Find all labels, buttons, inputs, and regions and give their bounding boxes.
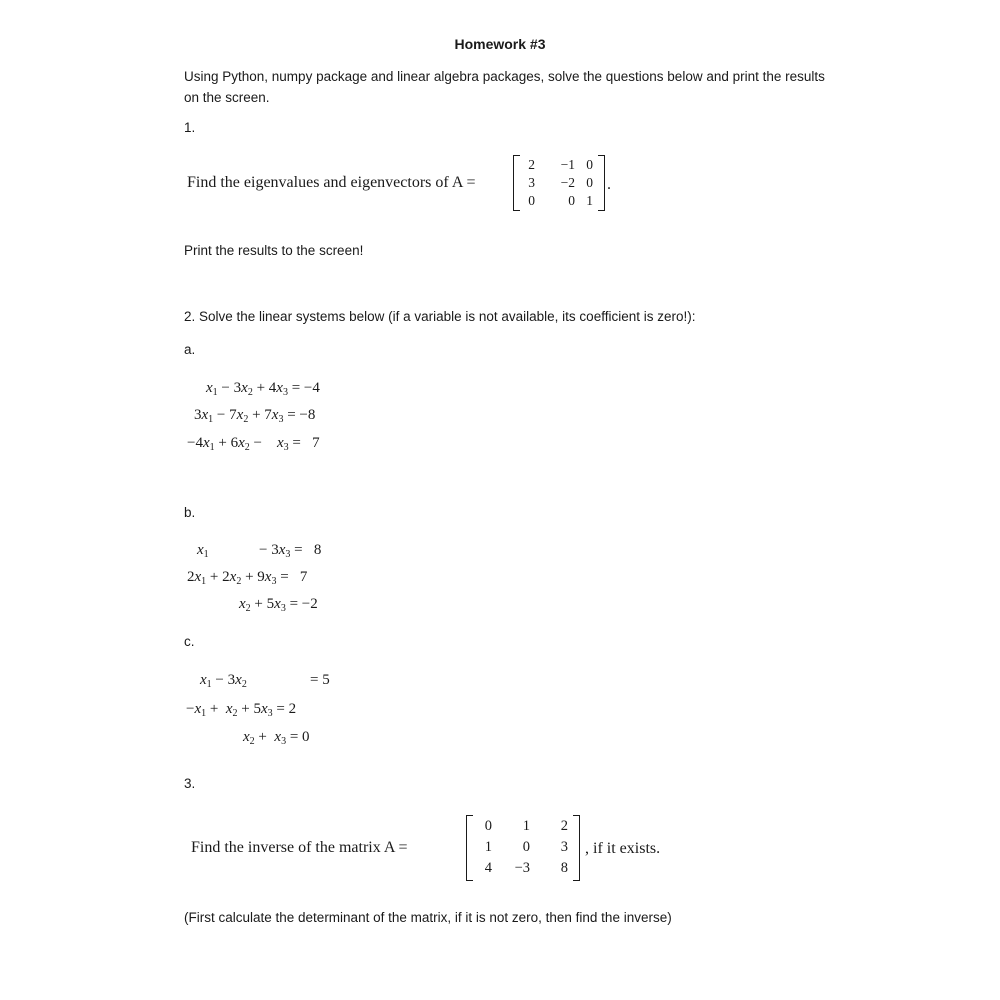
q2b-label: b.	[184, 505, 196, 520]
q1-matrix-cell-2-2: 1	[586, 193, 593, 208]
q2a-eq-3: $-4x_1 + 6x_2$ − $x_3 = 7$	[187, 435, 320, 453]
q3-matrix-cell-0-2: 2	[560, 818, 568, 834]
q1-matrix-cell-0-1: −1	[560, 157, 575, 172]
q2b-eq-1: $x_1$	[197, 542, 209, 560]
q3-matrix-cell-2-2: 8	[560, 860, 568, 876]
q3-matrix-cell-0-0: 0	[484, 818, 492, 834]
q3-note: (First calculate the determinant of the matrix, if it is not zero, then find the inverse)	[184, 910, 672, 925]
q2c-eq-1-rhs: = 5	[310, 672, 330, 688]
q2b-eq-2: $2x_1 + 2x_2 + 9x_3 = 7$	[187, 569, 308, 587]
q2b-eq-1-rhs: − $3x_3 = 8$	[259, 542, 322, 560]
page-title: Homework #3	[454, 36, 546, 52]
q1-matrix-cell-2-0: 0	[528, 193, 535, 208]
q1-period: .	[607, 176, 611, 193]
q2a-eq-2: $3x_1 - 7x_2 + 7x_3 = -8$	[194, 407, 316, 425]
q3-matrix-cell-1-0: 1	[484, 839, 492, 855]
q2-heading: 2. Solve the linear systems below (if a variable is not available, its coefficient is zero!):	[184, 309, 696, 324]
q3-number: 3.	[184, 776, 196, 791]
q2c-label: c.	[184, 634, 195, 649]
q3-prompt: Find the inverse of the matrix A =	[191, 839, 408, 856]
q3-matrix-cell-1-1: 0	[522, 839, 530, 855]
q2a-eq-1: $x_1 - 3x_2 + 4x_3 = -4$	[206, 380, 320, 398]
q1-matrix	[513, 155, 605, 211]
q1-prompt: Find the eigenvalues and eigenvectors of A =	[187, 174, 476, 191]
q1-matrix-cell-1-2: 0	[586, 175, 593, 190]
q3-matrix-cell-1-2: 3	[560, 839, 568, 855]
q1-matrix-cell-2-1: 0	[568, 193, 575, 208]
q1-note: Print the results to the screen!	[184, 243, 364, 258]
q3-matrix	[466, 815, 580, 881]
q1-matrix-cell-1-1: −2	[560, 175, 575, 190]
q2b-eq-3: $x_2 + 5x_3 = -2$	[239, 596, 318, 614]
intro-text: Using Python, numpy package and linear algebra packages, solve the questions below and print the results on the screen.	[184, 69, 825, 105]
q2a-label: a.	[184, 342, 196, 357]
q3-matrix-cell-2-0: 4	[484, 860, 492, 876]
q1-matrix-cell-0-2: 0	[586, 157, 593, 172]
q2c-eq-3: $x_2 + x_3 = 0$	[243, 729, 310, 747]
q1-matrix-cell-1-0: 3	[528, 175, 535, 190]
q2c-eq-2: $-x_1 + x_2 + 5x_3 = 2$	[186, 701, 297, 719]
q3-matrix-cell-0-1: 1	[522, 818, 530, 834]
q1-number: 1.	[184, 120, 196, 135]
q3-suffix: , if it exists.	[585, 840, 661, 857]
q3-matrix-cell-2-1: −3	[514, 860, 530, 876]
q1-matrix-cell-0-0: 2	[528, 157, 535, 172]
q2c-eq-1: $x_1 - 3x_2$	[200, 672, 247, 690]
